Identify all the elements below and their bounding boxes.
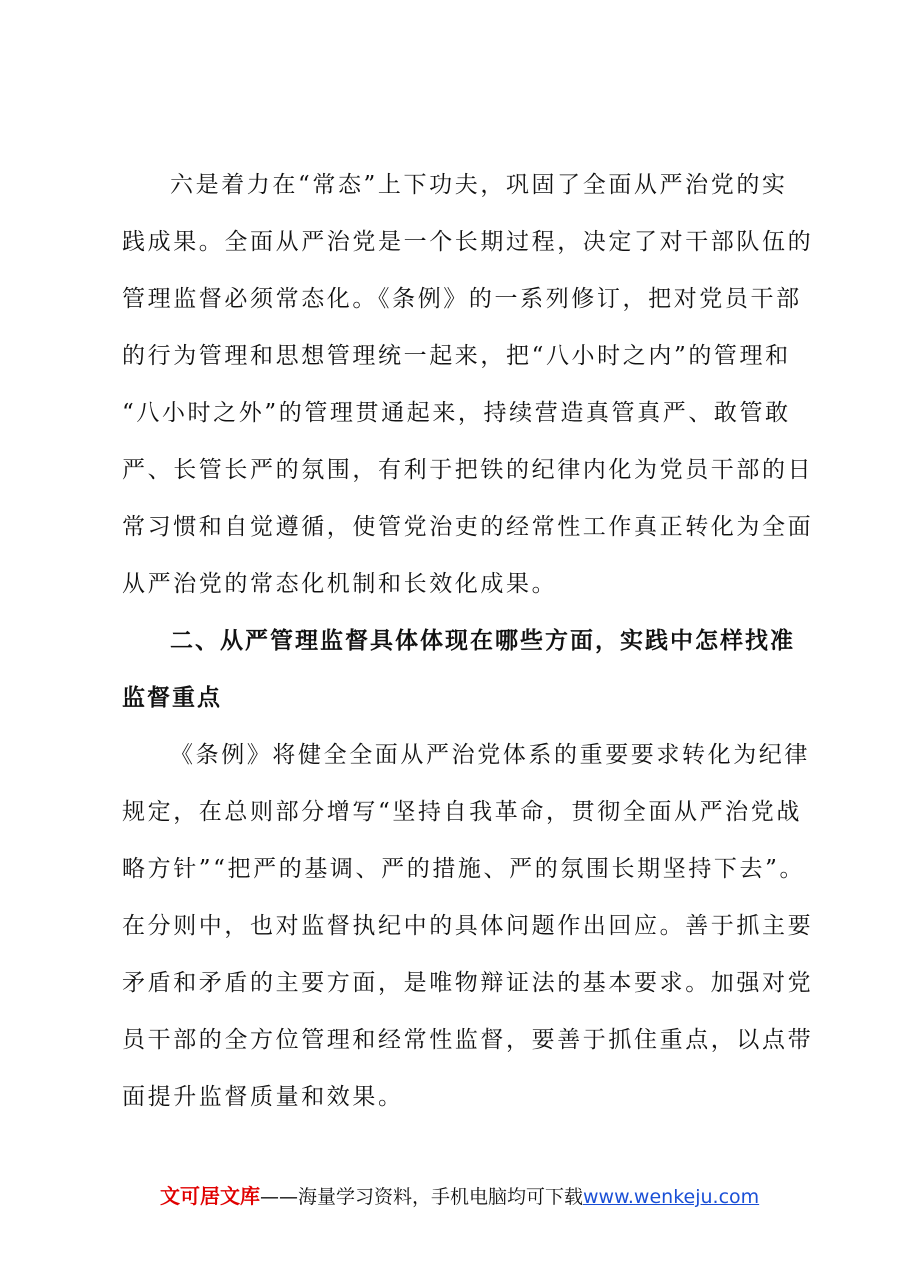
paragraph-2-line: 员干部的全方位管理和经常性监督，要善于抓住重点，以点带 [122,1027,814,1053]
footer-link[interactable]: www.wenkeju.com [583,1186,760,1208]
paragraph-1-line: “八小时之外”的管理贯通起来，持续营造真管真严、敢管敢 [122,400,791,426]
paragraph-1-line: 六是着力在“常态”上下功夫，巩固了全面从严治党的实 [170,172,788,198]
paragraph-1-line: 践成果。全面从严治党是一个长期过程，决定了对干部队伍的 [122,229,814,255]
paragraph-1-line: 管理监督必须常态化。《条例》的一系列修订，把对党员干部 [122,286,802,312]
paragraph-2-line: 面提升监督质量和效果。 [122,1084,404,1110]
paragraph-1-line: 的行为管理和思想管理统一起来，把“八小时之内”的管理和 [122,343,791,369]
paragraph-1-line: 严、长管长严的氛围，有利于把铁的纪律内化为党员干部的日 [122,457,814,483]
paragraph-1-line: 从严治党的常态化机制和长效化成果。 [122,571,558,597]
footer [160,1183,759,1210]
paragraph-2-line: 《条例》将健全全面从严治党体系的重要要求转化为纪律 [170,742,810,768]
paragraph-2-line: 矛盾和矛盾的主要方面，是唯物辩证法的基本要求。加强对党 [122,970,814,996]
footer-brand: 文可居文库 [160,1184,260,1208]
footer-slogan: ——海量学习资料，手机电脑均可下载 [260,1186,584,1208]
section-heading-line: 监督重点 [122,685,222,711]
paragraph-2-line: 在分则中，也对监督执纪中的具体问题作出回应。善于抓主要 [122,913,814,939]
section-heading-line: 二、从严管理监督具体体现在哪些方面，实践中怎样找准 [170,628,795,654]
paragraph-1-line: 常习惯和自觉遵循，使管党治吏的经常性工作真正转化为全面 [122,514,814,540]
paragraph-2-line: 略方针”“把严的基调、严的措施、严的氛围长期坚持下去”。 [122,856,806,882]
paragraph-2-line: 规定，在总则部分增写“坚持自我革命，贯彻全面从严治党战 [122,799,802,825]
